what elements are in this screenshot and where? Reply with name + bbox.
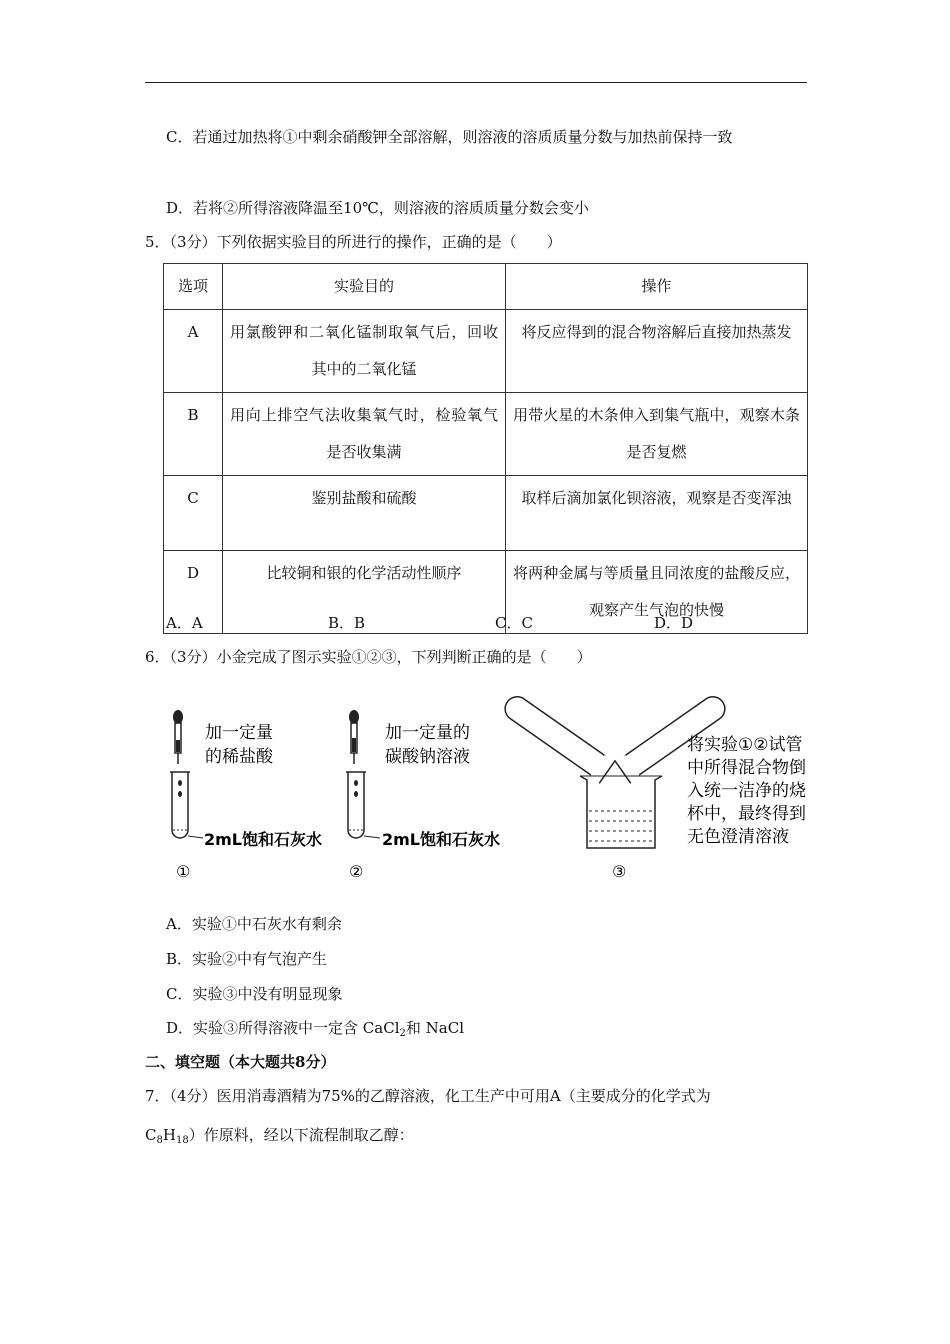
- q7-formula-c-sub: 8: [156, 1135, 163, 1146]
- q5-stem: 5．（3分）下列依据实验目的所进行的操作，正确的是（ ）: [145, 233, 562, 251]
- row-operation: 将反应得到的混合物溶解后直接加热蒸发: [506, 310, 808, 393]
- q7-formula-h-sub: 18: [175, 1135, 189, 1146]
- exp3-text-line3: 入统一洁净的烧: [687, 781, 806, 801]
- row-label: C: [164, 476, 223, 551]
- header-rule: [145, 82, 807, 83]
- exp2-number: ②: [349, 862, 364, 881]
- exp2-reagent-line1: 加一定量的: [385, 723, 470, 743]
- exp2-tube-label: 2mL饱和石灰水: [382, 830, 501, 849]
- table-row: [164, 310, 808, 393]
- exp1-reagent-line1: 加一定量: [205, 723, 273, 743]
- section2-heading: 二、填空题（本大题共8分）: [145, 1053, 336, 1071]
- row-operation: 将两种金属与等质量且同浓度的盐酸反应，观察产生气泡的快慢: [506, 551, 808, 634]
- exp3-text-line1: 将实验①②试管: [687, 735, 803, 755]
- row-operation: 用带火星的木条伸入到集气瓶中，观察木条是否复燃: [506, 393, 808, 476]
- row-label: A: [164, 310, 223, 393]
- q5-answer-c: C．C: [495, 614, 533, 632]
- q6-option-a: A．实验①中石灰水有剩余: [166, 915, 342, 933]
- row-purpose: 用向上排空气法收集氧气时，检验氧气是否收集满: [223, 393, 506, 476]
- exp1-tube-label: 2mL饱和石灰水: [204, 830, 323, 849]
- exp3-text-line4: 杯中，最终得到: [687, 804, 806, 824]
- tilted-test-tube-left-icon: [499, 690, 615, 783]
- row-purpose: 鉴别盐酸和硫酸: [223, 476, 506, 551]
- q6-option-d-suffix: 和 NaCl: [405, 1019, 464, 1037]
- q6-option-c: C．实验③中没有明显现象: [166, 985, 343, 1003]
- exp1-number: ①: [176, 862, 191, 881]
- q5-answer-b: B．B: [328, 614, 366, 632]
- table-header-row: [164, 264, 808, 310]
- table-row: [164, 551, 808, 634]
- row-operation: 取样后滴加氯化钡溶液，观察是否变浑浊: [506, 476, 808, 551]
- q4-option-c: C．若通过加热将①中剩余硝酸钾全部溶解，则溶液的溶质质量分数与加热前保持一致: [166, 128, 733, 146]
- row-label: B: [164, 393, 223, 476]
- exp1-reagent-line2: 的稀盐酸: [205, 747, 273, 767]
- q5-experiment-table: [163, 263, 808, 634]
- header-option: 选项: [164, 264, 223, 310]
- row-purpose: 比较铜和银的化学活动性顺序: [223, 551, 506, 634]
- exp3-number: ③: [612, 862, 627, 881]
- test-tube-icon: [346, 772, 380, 838]
- exp3-text-line2: 中所得混合物倒: [687, 758, 806, 778]
- row-purpose: 用氯酸钾和二氧化锰制取氧气后，回收其中的二氧化锰: [223, 310, 506, 393]
- q6-option-b: B．实验②中有气泡产生: [166, 950, 328, 968]
- exp2-reagent-line2: 碳酸钠溶液: [385, 747, 470, 767]
- exp3-text-line5: 无色澄清溶液: [687, 827, 789, 847]
- q7-line2: [145, 1124, 414, 1146]
- q6-option-d-subscript: 2: [399, 1028, 406, 1039]
- row-label: D: [164, 551, 223, 634]
- dropper-icon: [173, 710, 183, 764]
- q6-option-d: [166, 1017, 464, 1039]
- q6-option-d-prefix: D．实验③所得溶液中一定含 CaCl: [166, 1019, 400, 1037]
- beaker-icon: [580, 776, 662, 848]
- q7-line1: 7．（4分）医用消毒酒精为75%的乙醇溶液，化工生产中可用A（主要成分的化学式为: [145, 1087, 711, 1105]
- q4-option-d: D．若将②所得溶液降温至10℃，则溶液的溶质质量分数会变小: [166, 199, 589, 217]
- header-purpose: 实验目的: [223, 264, 506, 310]
- table-row: [164, 476, 808, 551]
- table-row: [164, 393, 808, 476]
- q7-formula-c: C: [145, 1126, 157, 1144]
- test-tube-icon: [170, 772, 203, 838]
- q6-experiment-figure: [150, 680, 830, 885]
- q7-formula-h: H: [162, 1126, 176, 1144]
- q6-stem: 6．（3分）小金完成了图示实验①②③，下列判断正确的是（ ）: [145, 648, 592, 666]
- dropper-icon: [349, 710, 359, 764]
- header-operation: 操作: [506, 264, 808, 310]
- q5-answer-a: A．A: [166, 614, 203, 632]
- q7-line2-suffix: ）作原料，经以下流程制取乙醇：: [188, 1126, 414, 1144]
- q5-answer-d: D．D: [654, 614, 694, 632]
